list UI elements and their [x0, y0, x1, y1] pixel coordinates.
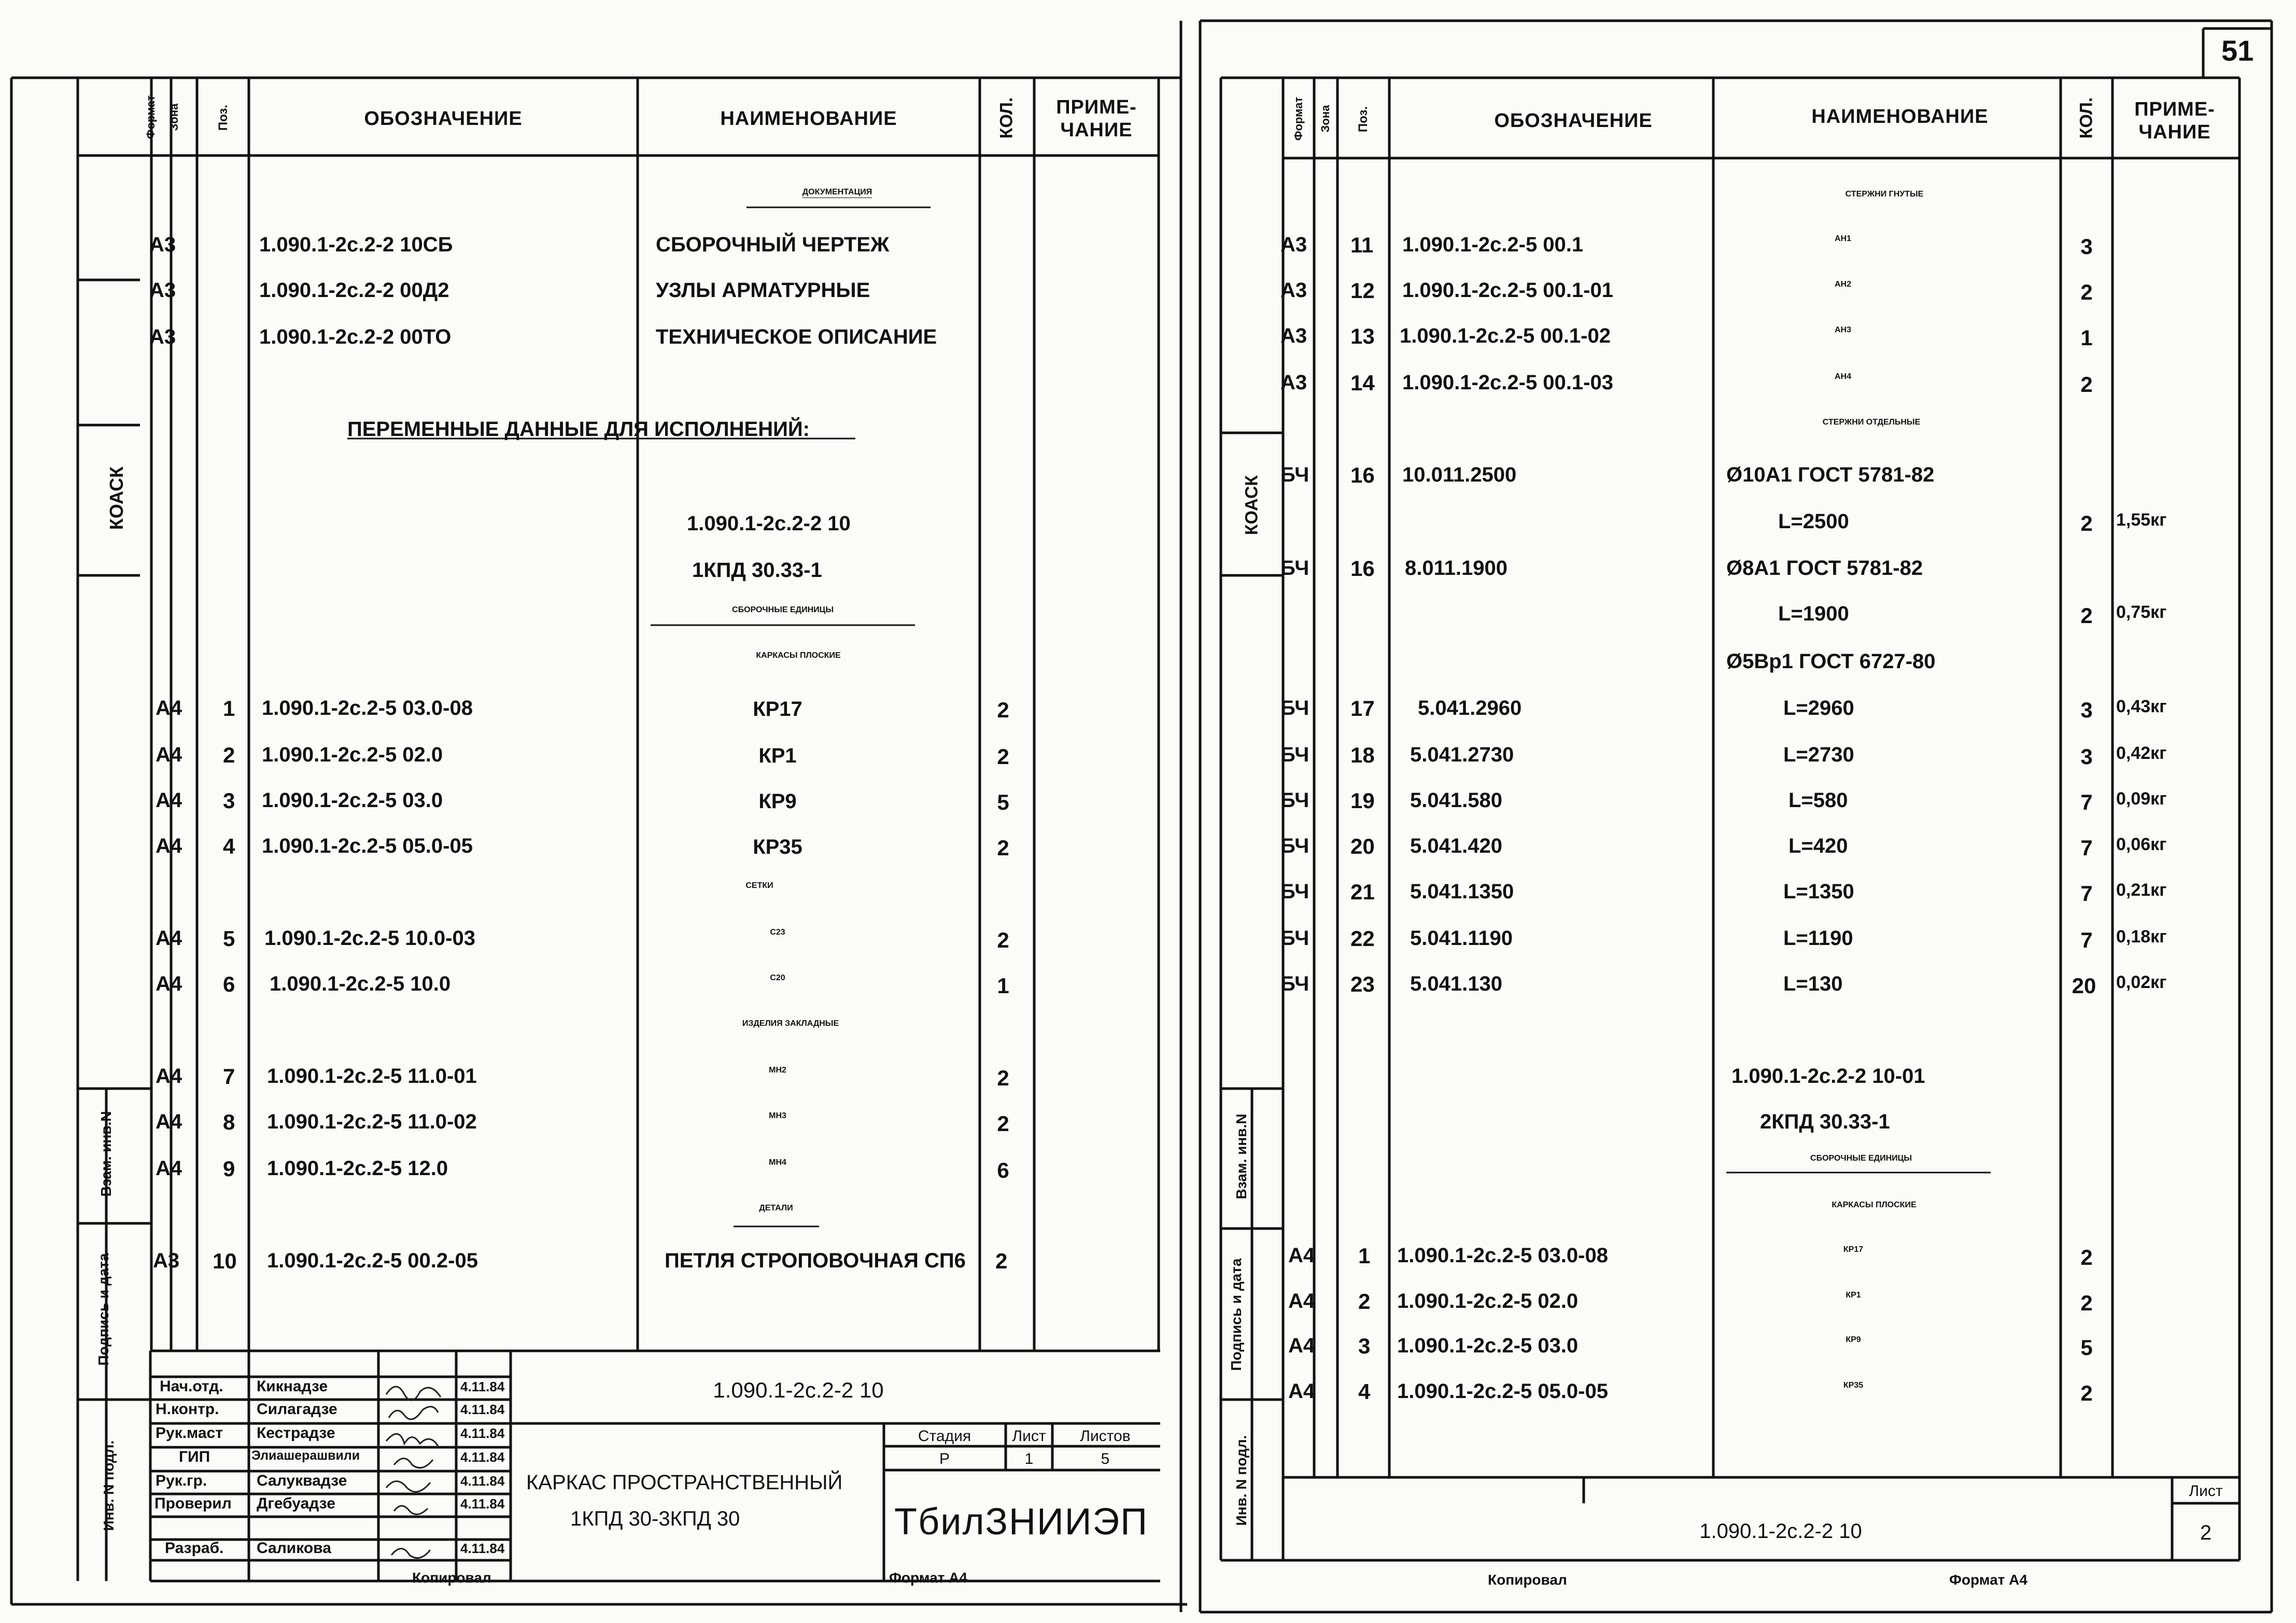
- tb-person: Кестрадзе: [257, 1424, 335, 1442]
- row-note: 0,18кг: [2116, 927, 2167, 947]
- section-assembly: СБОРОЧНЫЕ ЕДИНИЦЫ: [732, 605, 834, 614]
- row-pos: 9: [223, 1156, 235, 1181]
- row-qty: 5: [997, 790, 1009, 814]
- row-name: L=420: [1788, 835, 1848, 857]
- variant-code: 1.090.1-2с.2-2 10-01: [1731, 1065, 1925, 1088]
- signature: [386, 1434, 438, 1446]
- row-name: КР9: [758, 790, 797, 813]
- row-name: С20: [770, 973, 785, 982]
- row-format: А3: [149, 233, 176, 256]
- row-qty: 5: [2080, 1335, 2093, 1360]
- row-designation: 1.090.1-2с.2-5 11.0-02: [267, 1110, 477, 1133]
- row-format: А3: [1280, 233, 1307, 256]
- row-qty: 20: [2072, 973, 2096, 998]
- row-pos: 10: [213, 1249, 237, 1273]
- row-qty: 2: [997, 928, 1009, 952]
- row-pos: 13: [1350, 324, 1375, 348]
- row-name: КР9: [1846, 1335, 1861, 1344]
- row-pos: 22: [1350, 926, 1375, 951]
- row-designation: 1.090.1-2с.2-5 00.1-02: [1400, 324, 1611, 347]
- row-qty: 7: [2080, 928, 2093, 952]
- row-note: 0,09кг: [2116, 789, 2167, 809]
- row-name: КР1: [1846, 1291, 1861, 1300]
- row-pos: 16: [1350, 463, 1375, 487]
- header-note-2: ЧАНИЕ: [2138, 121, 2211, 143]
- row-designation: 1.090.1-2с.2-5 11.0-01: [267, 1065, 477, 1088]
- row-name: АН3: [1834, 326, 1852, 334]
- footer-copied-left: Копировал: [412, 1570, 491, 1586]
- row-format: А4: [156, 743, 182, 766]
- row-designation: 1.090.1-2с.2-5 00.1-01: [1402, 279, 1613, 302]
- row-name: Ø8А1 ГОСТ 5781-82: [1726, 557, 1923, 580]
- row-pos: 23: [1350, 972, 1375, 996]
- row-note: 0,75кг: [2116, 602, 2167, 622]
- row-name: С23: [770, 928, 785, 937]
- row-name: МН3: [769, 1111, 786, 1120]
- tb-stage-label: Стадия: [918, 1428, 971, 1445]
- row-qty: 3: [2080, 698, 2093, 722]
- right-tb-sheet: 2: [2200, 1521, 2212, 1544]
- tb-role: Рук.маст: [156, 1424, 223, 1442]
- row-designation: 1.090.1-2с.2-5 00.2-05: [267, 1249, 478, 1272]
- row-designation: 1.090.1-2с.2-2 00Д2: [259, 279, 449, 302]
- row-designation: 1.090.1-2с.2-5 05.0-05: [262, 835, 473, 857]
- row-designation: 1.090.1-2с.2-5 05.0-05: [1397, 1380, 1608, 1403]
- variant-code: 1.090.1-2с.2-2 10: [687, 512, 851, 535]
- row-qty: 2: [997, 744, 1009, 769]
- side-label-vzam-right: Взам. инв.N: [1233, 1113, 1249, 1199]
- row-qty: 3: [2080, 234, 2093, 259]
- section-docs: ДОКУМЕНТАЦИЯ: [802, 188, 872, 196]
- row-format: А3: [149, 326, 176, 348]
- row-designation: 1.090.1-2с.2-5 10.0: [270, 972, 451, 995]
- tb-stage: Р: [939, 1450, 950, 1467]
- tb-person: Элиашерашвили: [251, 1448, 360, 1463]
- tb-role: Нач.отд.: [160, 1378, 223, 1395]
- tb-date: 4.11.84: [460, 1449, 505, 1465]
- row-pos: 4: [223, 834, 235, 858]
- row-format: БЧ: [1280, 972, 1309, 995]
- row-pos: 5: [223, 926, 235, 951]
- tb-date: 4.11.84: [460, 1473, 505, 1489]
- row-name: КР35: [753, 836, 802, 858]
- header-name: НАИМЕНОВАНИЕ: [1811, 106, 1989, 128]
- row-format: А4: [156, 1157, 182, 1180]
- tb-date: 4.11.84: [460, 1402, 505, 1417]
- page-number: 51: [2221, 34, 2254, 67]
- row-designation: 5.041.2730: [1410, 743, 1514, 766]
- row-format: БЧ: [1280, 927, 1309, 950]
- signature: [386, 1481, 430, 1492]
- right-tb-sheet-label: Лист: [2189, 1483, 2223, 1500]
- tb-sheets-label: Листов: [1080, 1428, 1131, 1445]
- row-designation: 8.011.1900: [1405, 557, 1508, 580]
- header-qty: КОЛ.: [2076, 97, 2096, 139]
- row-designation: 10.011.2500: [1402, 463, 1517, 486]
- row-pos: 17: [1350, 696, 1375, 721]
- header-note-2: ЧАНИЕ: [1060, 119, 1133, 141]
- side-label-vzam-left: Взам. инв.N: [98, 1111, 114, 1197]
- row-name: АН2: [1834, 280, 1852, 289]
- row-name: КР35: [1843, 1381, 1864, 1390]
- row-designation: 1.090.1-2с.2-5 03.0: [1397, 1334, 1579, 1357]
- tb-person: Саликова: [257, 1540, 331, 1557]
- row-designation: 5.041.2960: [1418, 697, 1522, 719]
- row-format: А4: [1288, 1290, 1315, 1312]
- row-name: Ø5Вр1 ГОСТ 6727-80: [1726, 650, 1936, 673]
- row-format: А4: [156, 697, 182, 719]
- row-format: А4: [156, 835, 182, 857]
- row-format: БЧ: [1280, 557, 1309, 580]
- row-name: АН1: [1834, 234, 1852, 243]
- row-note: 0,02кг: [2116, 972, 2167, 992]
- row-qty: 2: [2080, 603, 2093, 628]
- row-designation: 1.090.1-2с.2-2 00ТО: [259, 326, 452, 348]
- row-pos: 16: [1350, 556, 1375, 581]
- row-name: УЗЛЫ АРМАТУРНЫЕ: [656, 279, 870, 302]
- tb-date: 4.11.84: [460, 1426, 505, 1441]
- signature: [394, 1506, 428, 1514]
- tb-role: ГИП: [179, 1448, 210, 1465]
- header-zone: Зона: [1319, 105, 1332, 133]
- row-format: А4: [156, 927, 182, 950]
- footer-format-left: Формат А4: [889, 1570, 967, 1586]
- side-label-podpis-left: Подпись и дата: [95, 1253, 111, 1366]
- tb-sheet: 1: [1024, 1450, 1034, 1467]
- header-format: Формат: [144, 95, 157, 139]
- row-designation: 1.090.1-2с.2-5 10.0-03: [264, 927, 475, 950]
- row-format: БЧ: [1280, 835, 1309, 857]
- row-name: L=1900: [1778, 602, 1849, 625]
- header-zone: Зона: [167, 103, 180, 131]
- header-note-1: ПРИМЕ-: [2134, 98, 2215, 120]
- row-format: А4: [1288, 1334, 1315, 1357]
- row-qty: 2: [997, 836, 1009, 860]
- header-designation: ОБОЗНАЧЕНИЕ: [1494, 110, 1653, 132]
- row-format: А3: [1280, 371, 1307, 394]
- header-name: НАИМЕНОВАНИЕ: [720, 108, 897, 130]
- section-variable-data: ПЕРЕМЕННЫЕ ДАННЫЕ ДЛЯ ИСПОЛНЕНИЙ:: [347, 418, 810, 441]
- row-designation: 5.041.580: [1410, 789, 1502, 812]
- footer-format-right: Формат А4: [1949, 1572, 2027, 1588]
- row-designation: 5.041.420: [1410, 835, 1502, 857]
- tb-title-line-2: 1КПД 30-3КПД 30: [570, 1507, 740, 1530]
- row-designation: 1.090.1-2с.2-5 03.0-08: [1397, 1244, 1608, 1267]
- row-note: 0,43кг: [2116, 697, 2167, 716]
- row-name: L=1190: [1783, 927, 1853, 950]
- row-designation: 5.041.1350: [1410, 880, 1514, 903]
- row-qty: 2: [2080, 1381, 2093, 1405]
- header-format: Формат: [1292, 96, 1305, 141]
- variant-mark: 2КПД 30.33-1: [1760, 1110, 1890, 1133]
- side-label-koask-right: КОАСК: [1242, 475, 1262, 535]
- section-frames: КАРКАСЫ ПЛОСКИЕ: [1832, 1201, 1917, 1209]
- row-format: БЧ: [1280, 697, 1309, 719]
- right-tb-document-code: 1.090.1-2с.2-2 10: [1699, 1520, 1862, 1543]
- row-pos: 1: [1358, 1244, 1371, 1268]
- row-designation: 1.090.1-2с.2-5 02.0: [1397, 1290, 1579, 1312]
- header-pos: Поз.: [1356, 106, 1370, 133]
- row-format: БЧ: [1280, 743, 1309, 766]
- row-pos: 3: [1358, 1334, 1371, 1358]
- row-format: А3: [149, 279, 176, 302]
- row-pos: 8: [223, 1110, 235, 1134]
- row-name: L=2960: [1783, 697, 1854, 719]
- row-qty: 6: [997, 1158, 1009, 1182]
- tb-date: 4.11.84: [460, 1541, 505, 1556]
- row-pos: 7: [223, 1064, 235, 1089]
- row-pos: 2: [223, 743, 235, 767]
- row-designation: 1.090.1-2с.2-5 03.0-08: [262, 697, 473, 719]
- row-format: А4: [1288, 1244, 1315, 1267]
- row-format: А3: [1280, 279, 1307, 302]
- row-name: ТЕХНИЧЕСКОЕ ОПИСАНИЕ: [656, 326, 937, 348]
- row-format: А4: [156, 1110, 182, 1133]
- tb-role: Рук.гр.: [156, 1472, 207, 1489]
- row-pos: 21: [1350, 880, 1375, 904]
- row-format: БЧ: [1280, 463, 1309, 486]
- row-format: А4: [156, 789, 182, 812]
- tb-title-line-1: КАРКАС ПРОСТРАНСТВЕННЫЙ: [526, 1471, 843, 1494]
- signature: [391, 1549, 430, 1558]
- side-label-inv-right: Инв. N подл.: [1233, 1435, 1249, 1526]
- row-pos: 1: [223, 696, 235, 721]
- section-separate-bars: СТЕРЖНИ ОТДЕЛЬНЫЕ: [1822, 418, 1921, 427]
- row-name: L=1350: [1783, 880, 1854, 903]
- signature: [389, 1407, 438, 1419]
- row-designation: 1.090.1-2с.2-5 02.0: [262, 743, 443, 766]
- row-designation: 5.041.130: [1410, 972, 1502, 995]
- tb-date: 4.11.84: [460, 1496, 505, 1512]
- row-note: 0,06кг: [2116, 835, 2167, 854]
- section-embedded: ИЗДЕЛИЯ ЗАКЛАДНЫЕ: [742, 1019, 839, 1028]
- row-note: 1,55кг: [2116, 510, 2167, 530]
- row-pos: 6: [223, 972, 235, 996]
- tb-date: 4.11.84: [460, 1379, 505, 1394]
- tb-role: Проверил: [154, 1495, 232, 1512]
- row-designation: 1.090.1-2с.2-5 00.1-03: [1402, 371, 1613, 394]
- tb-organization: ТбилЗНИИЭП: [894, 1501, 1148, 1543]
- row-note: 0,21кг: [2116, 880, 2167, 900]
- side-label-podpis-right: Подпись и дата: [1228, 1258, 1244, 1371]
- row-qty: 2: [2080, 511, 2093, 535]
- row-name: КР17: [1843, 1245, 1864, 1254]
- row-pos: 14: [1350, 371, 1375, 395]
- row-name: АН4: [1834, 372, 1852, 381]
- row-pos: 18: [1350, 743, 1375, 767]
- side-label-inv-left: Инв. N подл.: [101, 1440, 117, 1531]
- row-name: КР17: [753, 698, 802, 721]
- tb-person: Салуквадзе: [257, 1472, 347, 1489]
- row-qty: 3: [2080, 744, 2093, 769]
- tb-person: Кикнадзе: [257, 1378, 328, 1395]
- tb-role: Разраб.: [165, 1540, 224, 1557]
- row-qty: 7: [2080, 836, 2093, 860]
- section-bent-bars: СТЕРЖНИ ГНУТЫЕ: [1845, 190, 1924, 199]
- row-designation: 1.090.1-2с.2-2 10СБ: [259, 233, 453, 256]
- header-note-1: ПРИМЕ-: [1056, 96, 1137, 118]
- row-format: А4: [1288, 1380, 1315, 1403]
- side-label-koask-left: КОАСК: [106, 466, 127, 530]
- row-pos: 11: [1350, 233, 1374, 257]
- row-name: L=130: [1783, 972, 1843, 995]
- tb-person: Дгебуадзе: [257, 1495, 335, 1512]
- tb-sheet-label: Лист: [1012, 1428, 1046, 1445]
- row-pos: 20: [1350, 834, 1375, 858]
- row-designation: 1.090.1-2с.2-5 03.0: [262, 789, 443, 812]
- row-qty: 2: [2080, 1291, 2093, 1315]
- section-frames: КАРКАСЫ ПЛОСКИЕ: [756, 651, 841, 660]
- header-qty: КОЛ.: [996, 97, 1017, 139]
- row-name: Ø10А1 ГОСТ 5781-82: [1726, 463, 1935, 486]
- row-name: МН4: [769, 1158, 786, 1167]
- row-pos: 4: [1358, 1379, 1371, 1404]
- row-format: БЧ: [1280, 789, 1309, 812]
- row-format: А3: [1280, 324, 1307, 347]
- row-name: СБОРОЧНЫЙ ЧЕРТЕЖ: [656, 233, 890, 256]
- row-pos: 12: [1350, 278, 1375, 303]
- row-format: А3: [153, 1249, 180, 1272]
- section-details: ДЕТАЛИ: [759, 1204, 793, 1212]
- signature: [386, 1387, 441, 1400]
- row-qty: 2: [997, 698, 1009, 722]
- tb-sheets: 5: [1101, 1450, 1110, 1467]
- row-qty: 1: [2080, 326, 2093, 350]
- row-qty: 1: [997, 973, 1009, 998]
- footer-copied-right: Копировал: [1488, 1572, 1567, 1588]
- row-note: 0,42кг: [2116, 743, 2167, 763]
- row-format: А4: [156, 1065, 182, 1088]
- row-name: ПЕТЛЯ СТРОПОВОЧНАЯ СП6: [665, 1249, 966, 1272]
- row-name: L=580: [1788, 789, 1848, 812]
- variant-mark: 1КПД 30.33-1: [692, 559, 822, 582]
- row-qty: 2: [997, 1111, 1009, 1136]
- row-qty: 7: [2080, 881, 2093, 906]
- row-pos: 3: [223, 788, 235, 813]
- row-designation: 5.041.1190: [1410, 927, 1513, 950]
- row-qty: 2: [2080, 372, 2093, 397]
- row-qty: 2: [2080, 280, 2093, 304]
- tb-role: Н.контр.: [156, 1401, 219, 1418]
- row-format: А4: [156, 972, 182, 995]
- row-pos: 19: [1350, 788, 1375, 813]
- row-format: БЧ: [1280, 880, 1309, 903]
- header-pos: Поз.: [216, 104, 230, 131]
- row-qty: 2: [2080, 1245, 2093, 1269]
- row-designation: 1.090.1-2с.2-5 00.1: [1402, 233, 1584, 256]
- row-qty: 2: [997, 1066, 1009, 1090]
- row-name: МН2: [769, 1066, 786, 1075]
- row-name: КР1: [758, 744, 797, 767]
- row-qty: 2: [995, 1249, 1008, 1273]
- tb-document-code: 1.090.1-2с.2-2 10: [713, 1378, 884, 1402]
- row-name: L=2500: [1778, 510, 1849, 533]
- row-name: L=2730: [1783, 743, 1854, 766]
- header-designation: ОБОЗНАЧЕНИЕ: [364, 108, 523, 130]
- row-pos: 2: [1358, 1289, 1371, 1314]
- row-designation: 1.090.1-2с.2-5 12.0: [267, 1157, 448, 1180]
- tb-person: Силагадзе: [257, 1401, 337, 1418]
- section-assembly: СБОРОЧНЫЕ ЕДИНИЦЫ: [1810, 1154, 1912, 1163]
- signature: [394, 1459, 433, 1468]
- row-qty: 7: [2080, 790, 2093, 814]
- section-meshes: СЕТКИ: [745, 881, 773, 890]
